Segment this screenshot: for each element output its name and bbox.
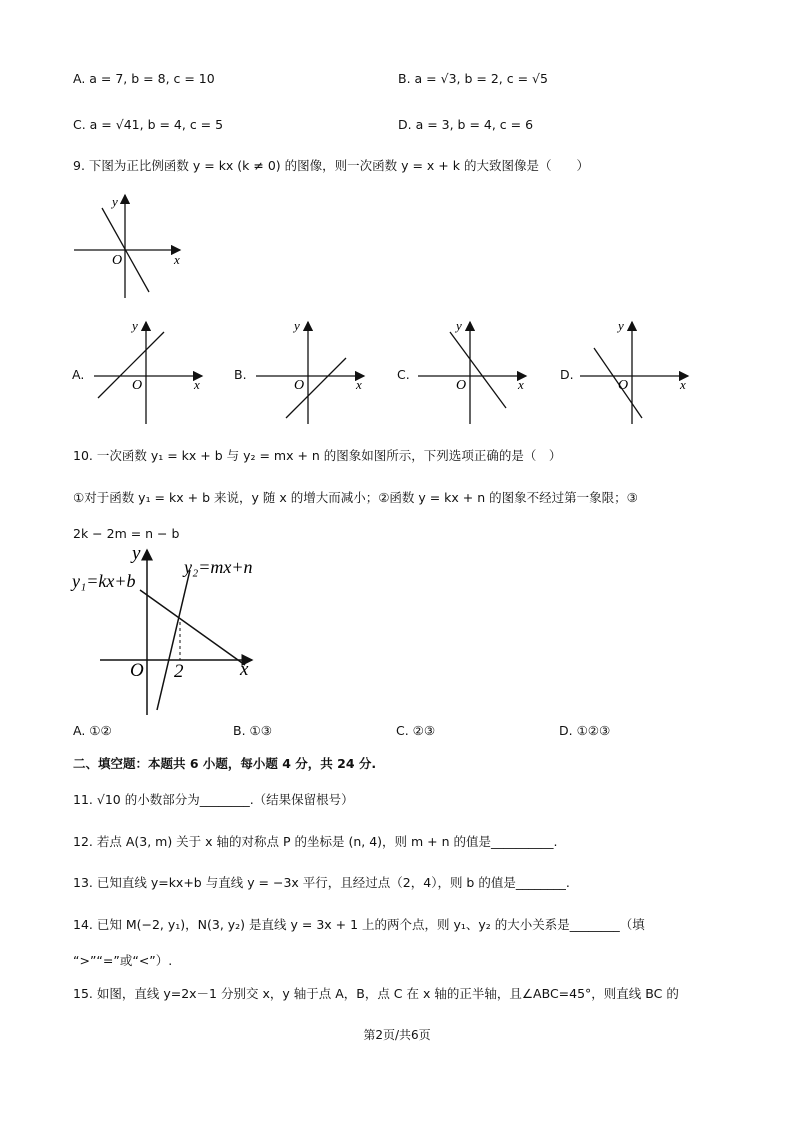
q9-label-c: C.: [397, 367, 410, 382]
q9-stem: 9. 下图为正比例函数 y = kx (k ≠ 0) 的图像，则一次函数 y = x + k 的大致图像是（ ）: [73, 158, 589, 173]
section-2-heading: 二、填空题：本题共 6 小题，每小题 4 分，共 24 分.: [73, 756, 377, 771]
q12: 12. 若点 A(3, m) 关于 x 轴的对称点 P 的坐标是 (n, 4)，则 m + n 的值是__________.: [73, 834, 558, 849]
q10-option-d: D. ①②③: [559, 723, 611, 738]
q9-main-origin: O: [112, 253, 123, 268]
q9-graph-b: [252, 318, 372, 428]
q9-main-graph: [70, 190, 190, 305]
q9-graph-a: [90, 318, 210, 428]
q10-y2-label: y₂=mx+n: [184, 557, 253, 577]
q14-line-2: “>”“=”或“<”）.: [73, 953, 173, 968]
q10-statement-3: 2k − 2m = n − b: [73, 526, 180, 541]
q10-origin: O: [130, 660, 144, 681]
q10-option-a: A. ①②: [73, 723, 112, 738]
q10-y-axis-label: y: [132, 543, 141, 564]
q10-option-b: B. ①③: [233, 723, 272, 738]
q10-statements: ①对于函数 y₁ = kx + b 来说，y 随 x 的增大而减小；②函数 y = kx + n 的图象不经过第一象限；③: [73, 490, 638, 505]
q9-label-d: D.: [560, 367, 574, 382]
svg-text:x: x: [194, 377, 200, 392]
q10-option-c: C. ②③: [396, 723, 436, 738]
svg-text:x: x: [356, 377, 362, 392]
svg-text:y: y: [618, 318, 624, 333]
q8-option-a: A. a = 7, b = 8, c = 10: [73, 71, 215, 86]
svg-text:y: y: [294, 318, 300, 333]
q9-main-x-label: x: [174, 252, 180, 267]
q11: 11. √10 的小数部分为________.（结果保留根号）: [73, 792, 354, 807]
q15: 15. 如图，直线 y=2x－1 分别交 x，y 轴于点 A，B，点 C 在 x 轴的正半轴，且∠ABC=45°，则直线 BC 的: [73, 986, 679, 1001]
q14-line-1: 14. 已知 M(−2, y₁)，N(3, y₂) 是直线 y = 3x + 1 上的两个点，则 y₁、y₂ 的大小关系是________（填: [73, 917, 645, 932]
q10-stem: 10. 一次函数 y₁ = kx + b 与 y₂ = mx + n 的图象如图所示，下列选项正确的是（ ）: [73, 448, 562, 463]
q8-option-b: B. a = √3, b = 2, c = √5: [398, 71, 548, 86]
svg-text:y: y: [456, 318, 462, 333]
q9-label-b: B.: [234, 367, 247, 382]
svg-text:O: O: [618, 378, 629, 393]
q10-x-axis-label: x: [240, 659, 249, 680]
q8-option-c: C. a = √41, b = 4, c = 5: [73, 117, 224, 132]
svg-text:O: O: [456, 378, 467, 393]
q9-main-y-label: y: [112, 194, 118, 209]
q9-graph-c: [414, 318, 534, 428]
q10-y1-label: y₁=kx+b: [72, 571, 136, 591]
q10-tick-2: 2: [174, 661, 184, 682]
q8-option-d: D. a = 3, b = 4, c = 6: [398, 117, 534, 132]
svg-text:x: x: [518, 377, 524, 392]
svg-text:x: x: [680, 377, 686, 392]
q10-graph: [70, 545, 270, 720]
svg-text:O: O: [132, 378, 143, 393]
svg-text:O: O: [294, 378, 305, 393]
q9-graph-d: [576, 318, 696, 428]
svg-text:y: y: [132, 318, 138, 333]
q13: 13. 已知直线 y=kx+b 与直线 y = −3x 平行，且经过点（2，4），则 b 的值是________.: [73, 875, 570, 890]
page-footer: 第2页/共6页: [363, 1028, 431, 1042]
q9-label-a: A.: [72, 367, 85, 382]
